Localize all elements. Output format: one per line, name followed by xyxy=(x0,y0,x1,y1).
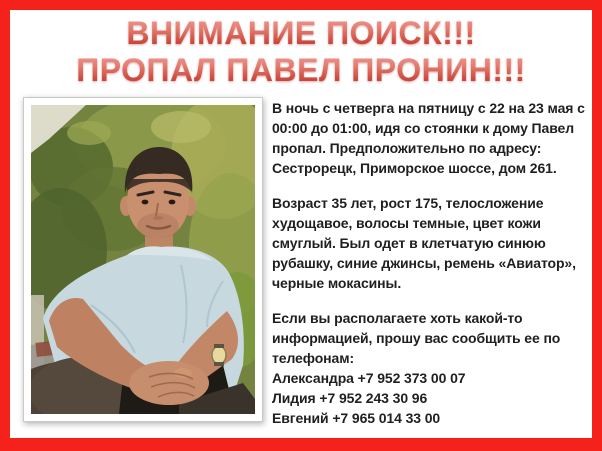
incident-paragraph: В ночь с четверга на пятницу с 22 на 23 мая с 00:00 до 01:00, идя со стоянки к дому Павел пропал. Предположительно по адресу: Сестрорецк, Приморское шоссе, дом 261. xyxy=(272,100,585,176)
appeal-paragraph: Если вы располагаете хоть какой-то информацией, прошу вас сообщить ее по телефонам: xyxy=(272,310,561,366)
contact-phone: +7 952 243 30 96 xyxy=(319,390,428,406)
description-paragraph: Возраст 35 лет, рост 175, телосложение худощавое, волосы темные, цвет кожи смуглый. Был одет в клетчатую синюю рубашку, синие джинсы, ремень «Авиатор», черные мокасины. xyxy=(272,195,576,291)
title-line-1: ВНИМАНИЕ ПОИСК!!! xyxy=(10,15,592,52)
poster-text-column xyxy=(272,98,592,428)
contact-phone: +7 965 014 33 00 xyxy=(332,410,441,426)
title-line-2: ПРОПАЛ ПАВЕЛ ПРОНИН!!! xyxy=(10,52,592,89)
missing-person-photo xyxy=(31,105,255,414)
contact-phone: +7 952 373 00 07 xyxy=(357,370,466,386)
contact-line-lidia xyxy=(272,388,592,408)
contact-name: Евгений xyxy=(272,410,329,426)
contact-name: Александра xyxy=(272,370,354,386)
contact-line-alexandra xyxy=(272,368,592,388)
contact-line-evgeniy xyxy=(272,408,592,428)
contact-name: Лидия xyxy=(272,390,316,406)
photo-frame xyxy=(23,97,263,422)
poster-title xyxy=(10,15,592,89)
